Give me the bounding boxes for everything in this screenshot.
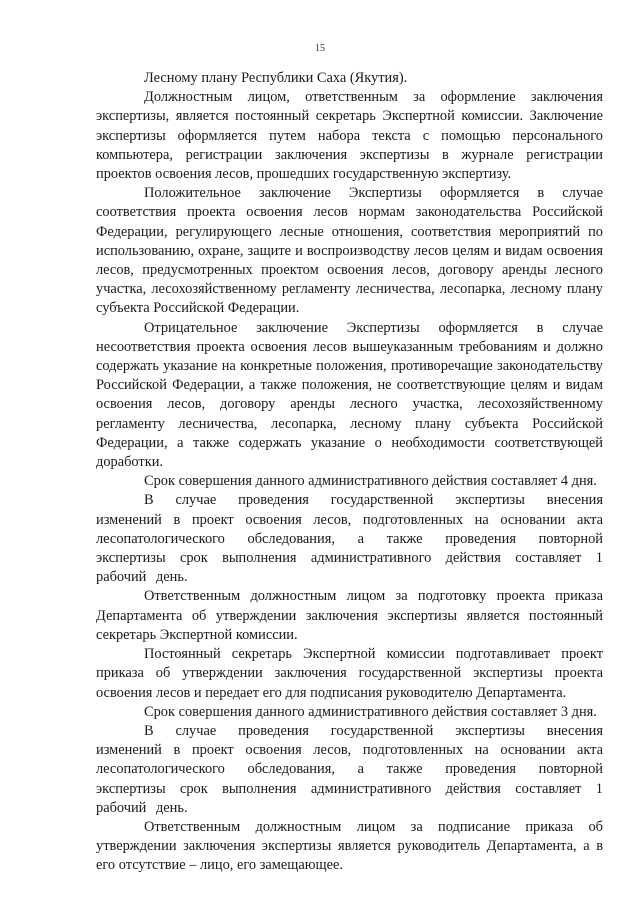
paragraph: В случае проведения государственной экспертизы внесения изменений в проект освоения лесов, подготовленных на основании акта лесопатологического обследования, а также проведения повторной экспертизы срок выполнения административного действия составляет 1 рабочий день. — [96, 722, 603, 816]
paragraph: Должностным лицом, ответственным за оформление заключения экспертизы, является постоянный секретарь Экспертной комиссии. Заключение экспертизы оформляется путем набора текста с помощью персонального компьютера, регистрации заключения экспертизы в журнале регистрации проектов освоения лесов, прошедших государственную экспертизу. — [96, 89, 603, 183]
paragraph: Положительное заключение Экспертизы оформляется в случае соответствия проекта освоения лесов нормам законодательства Российской Федерации, регулирующего лесные отношения, соответствия мероприятий по использованию, охране, защите и воспроизводству лесов целям и видам освоения лесов, предусмотренных проектом освоения лесов, договору аренды лесного участка, лесохозяйственному регламенту лесничества, лесопарка, лесному плану субъекта Российской Федерации. — [96, 185, 603, 317]
page-number: 15 — [315, 43, 325, 54]
paragraph: Постоянный секретарь Экспертной комиссии подготавливает проект приказа об утверждении заключения государственной экспертизы проекта освоения лесов и передает его для подписания руководителю Департамента. — [96, 646, 603, 701]
paragraph: Ответственным должностным лицом за подписание приказа об утверждении заключения экспертизы является руководитель Департамента, а в его отсутствие – лицо, его замещающее. — [96, 818, 603, 874]
paragraph: Срок совершения данного административного действия составляет 4 дня. — [144, 473, 597, 490]
paragraph: В случае проведения государственной экспертизы внесения изменений в проект освоения лесов, подготовленных на основании акта лесопатологического обследования, а также проведения повторной экспертизы срок выполнения административного действия составляет 1 рабочий день. — [96, 492, 603, 586]
paragraph: Ответственным должностным лицом за подготовку проекта приказа Департамента об утверждении заключения экспертизы является постоянный секретарь Экспертной комиссии. — [96, 588, 603, 643]
paragraph: Отрицательное заключение Экспертизы оформляется в случае несоответствия проекта освоения лесов вышеуказанным требованиям и должно содержать указание на конкретные положения, противоречащие законодательству Российской Федерации, а также положения, не соответствующие целям и видам освоения лесов, договору аренды лесного участка, лесохозяйственному регламенту лесничества, лесопарка, лесному плану субъекта Российской Федерации, а также содержать указание о необходимости соответствующей доработки. — [96, 319, 603, 471]
document-body — [96, 69, 603, 876]
paragraph: Срок совершения данного административного действия составляет 3 дня. — [144, 703, 597, 720]
paragraph: Лесному плану Республики Саха (Якутия). — [144, 70, 408, 86]
